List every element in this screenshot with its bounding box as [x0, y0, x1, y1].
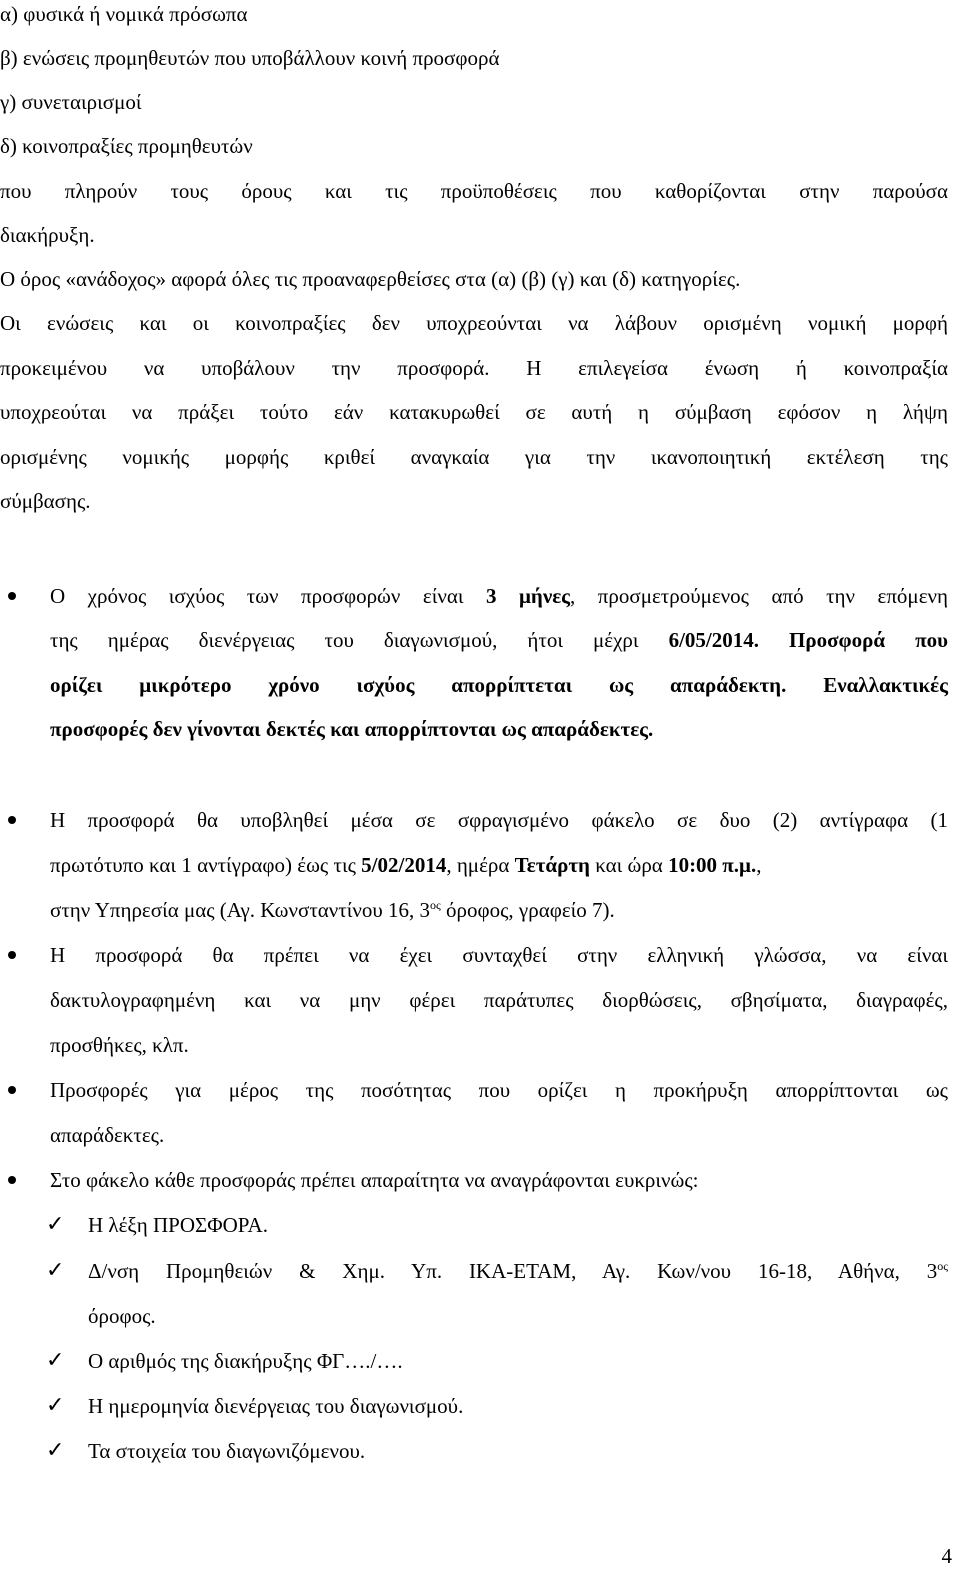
list-item-gamma: γ) συνεταιρισμοί [0, 90, 142, 114]
submission-line: Η προσφορά θα υποβληθεί μέσα σε σφραγισμένο φάκελο σε δυο (2) αντίγραφα (1 [50, 808, 948, 832]
submission-text: και ώρα [589, 853, 669, 877]
validity-text: Προσφορά που [758, 628, 948, 652]
partial-line: απαράδεκτες. [50, 1123, 165, 1147]
envelope-line: Στο φάκελο κάθε προσφοράς πρέπει απαραίτητα να αναγράφονται ευκρινώς: [50, 1168, 699, 1192]
language-line: δακτυλογραφημένη και να μην φέρει παράτυπες διορθώσεις, σβησίματα, διαγραφές, [50, 988, 948, 1012]
submission-text: πρωτότυπο και 1 αντίγραφο) έως τις [50, 853, 362, 877]
checklist-item: Τα στοιχεία του διαγωνιζόμενου. [88, 1439, 366, 1463]
submission-time: 10:00 π.μ. [668, 853, 757, 877]
submission-line [50, 897, 615, 923]
list-item-delta: δ) κοινοπραξίες προμηθευτών [0, 134, 253, 158]
validity-text: , προσμετρούμενος από την επόμενη [570, 584, 948, 608]
validity-text: της ημέρας διενέργειας του διαγωνισμού, ήτοι μέχρι [50, 628, 669, 652]
validity-text: Ο χρόνος ισχύος των προσφορών είναι [50, 584, 486, 608]
validity-line [50, 627, 948, 653]
checklist-item-continued: όροφος. [88, 1304, 156, 1328]
paragraph-line: υποχρεούται να πράξει τούτο εάν κατακυρωθεί σε αυτή η σύμβαση εφόσον η λήψη [0, 400, 948, 424]
bullet-icon [8, 1086, 16, 1094]
submission-text: , [756, 853, 762, 877]
submission-date: 5/02/2014 [361, 853, 447, 877]
partial-line: Προσφορές για μέρος της ποσότητας που ορίζει η προκήρυξη απορρίπτονται ως [50, 1078, 948, 1102]
ordinal-superscript: ος [937, 1259, 948, 1273]
validity-period: 3 μήνες [486, 584, 571, 608]
check-icon: ✓ [46, 1348, 65, 1373]
submission-day: Τετάρτη [514, 853, 590, 877]
paragraph-line: προκειμένου να υποβάλουν την προσφορά. Η επιλεγείσα ένωση ή κοινοπραξία [0, 356, 948, 380]
submission-text: , ημέρα [446, 853, 515, 877]
paragraph-line: που πληρούν τους όρους και τις προϋποθέσεις που καθορίζονται στην παρούσα [0, 179, 948, 203]
list-item-alpha: α) φυσικά ή νομικά πρόσωπα [0, 2, 248, 26]
check-icon: ✓ [46, 1438, 65, 1463]
validity-line: προσφορές δεν γίνονται δεκτές και απορρίπτονται ως απαράδεκτες. [50, 717, 654, 741]
bullet-icon [8, 816, 16, 824]
bullet-icon [8, 951, 16, 959]
checklist-text: Δ/νση Προμηθειών & Χημ. Υπ. ΙΚΑ-ΕΤΑΜ, Αγ. Κων/νου 16-18, Αθήνα, 3 [88, 1259, 938, 1283]
submission-line [50, 852, 948, 878]
paragraph-line: ορισμένης νομικής μορφής κριθεί αναγκαία για την ικανοποιητική εκτέλεση της [0, 445, 948, 469]
paragraph-line: Ο όρος «ανάδοχος» αφορά όλες τις προαναφερθείσες στα (α) (β) (γ) και (δ) κατηγορίες. [0, 267, 741, 291]
paragraph-line: σύμβασης. [0, 489, 91, 513]
bullet-icon [8, 1176, 16, 1184]
checklist-item [88, 1258, 948, 1284]
check-icon: ✓ [46, 1212, 65, 1237]
validity-line [50, 583, 948, 609]
paragraph-line: Οι ενώσεις και οι κοινοπραξίες δεν υποχρεούνται να λάβουν ορισμένη νομική μορφή [0, 311, 948, 335]
page-number: 4 [941, 1544, 952, 1568]
validity-line: ορίζει μικρότερο χρόνο ισχύος απορρίπτεται ως απαράδεκτη. Εναλλακτικές [50, 673, 948, 697]
checklist-item: Η λέξη ΠΡΟΣΦΟΡΑ. [88, 1213, 268, 1237]
submission-text: όροφος, γραφείο 7). [440, 898, 615, 922]
checklist-item: Ο αριθμός της διακήρυξης ΦΓ…./…. [88, 1349, 403, 1373]
check-icon: ✓ [46, 1393, 65, 1418]
checklist-item: Η ημερομηνία διενέργειας του διαγωνισμού. [88, 1394, 464, 1418]
submission-text: στην Υπηρεσία μας (Αγ. Κωνσταντίνου 16, 3 [50, 898, 430, 922]
validity-date: 6/05/2014. [668, 628, 759, 652]
language-line: προσθήκες, κλπ. [50, 1033, 189, 1057]
check-icon: ✓ [46, 1258, 65, 1283]
language-line: Η προσφορά θα πρέπει να έχει συνταχθεί στην ελληνική γλώσσα, να είναι [50, 943, 948, 967]
paragraph-line: διακήρυξη. [0, 223, 95, 247]
list-item-beta: β) ενώσεις προμηθευτών που υποβάλλουν κοινή προσφορά [0, 46, 500, 70]
ordinal-superscript: ος [430, 898, 441, 912]
bullet-icon [8, 592, 16, 600]
